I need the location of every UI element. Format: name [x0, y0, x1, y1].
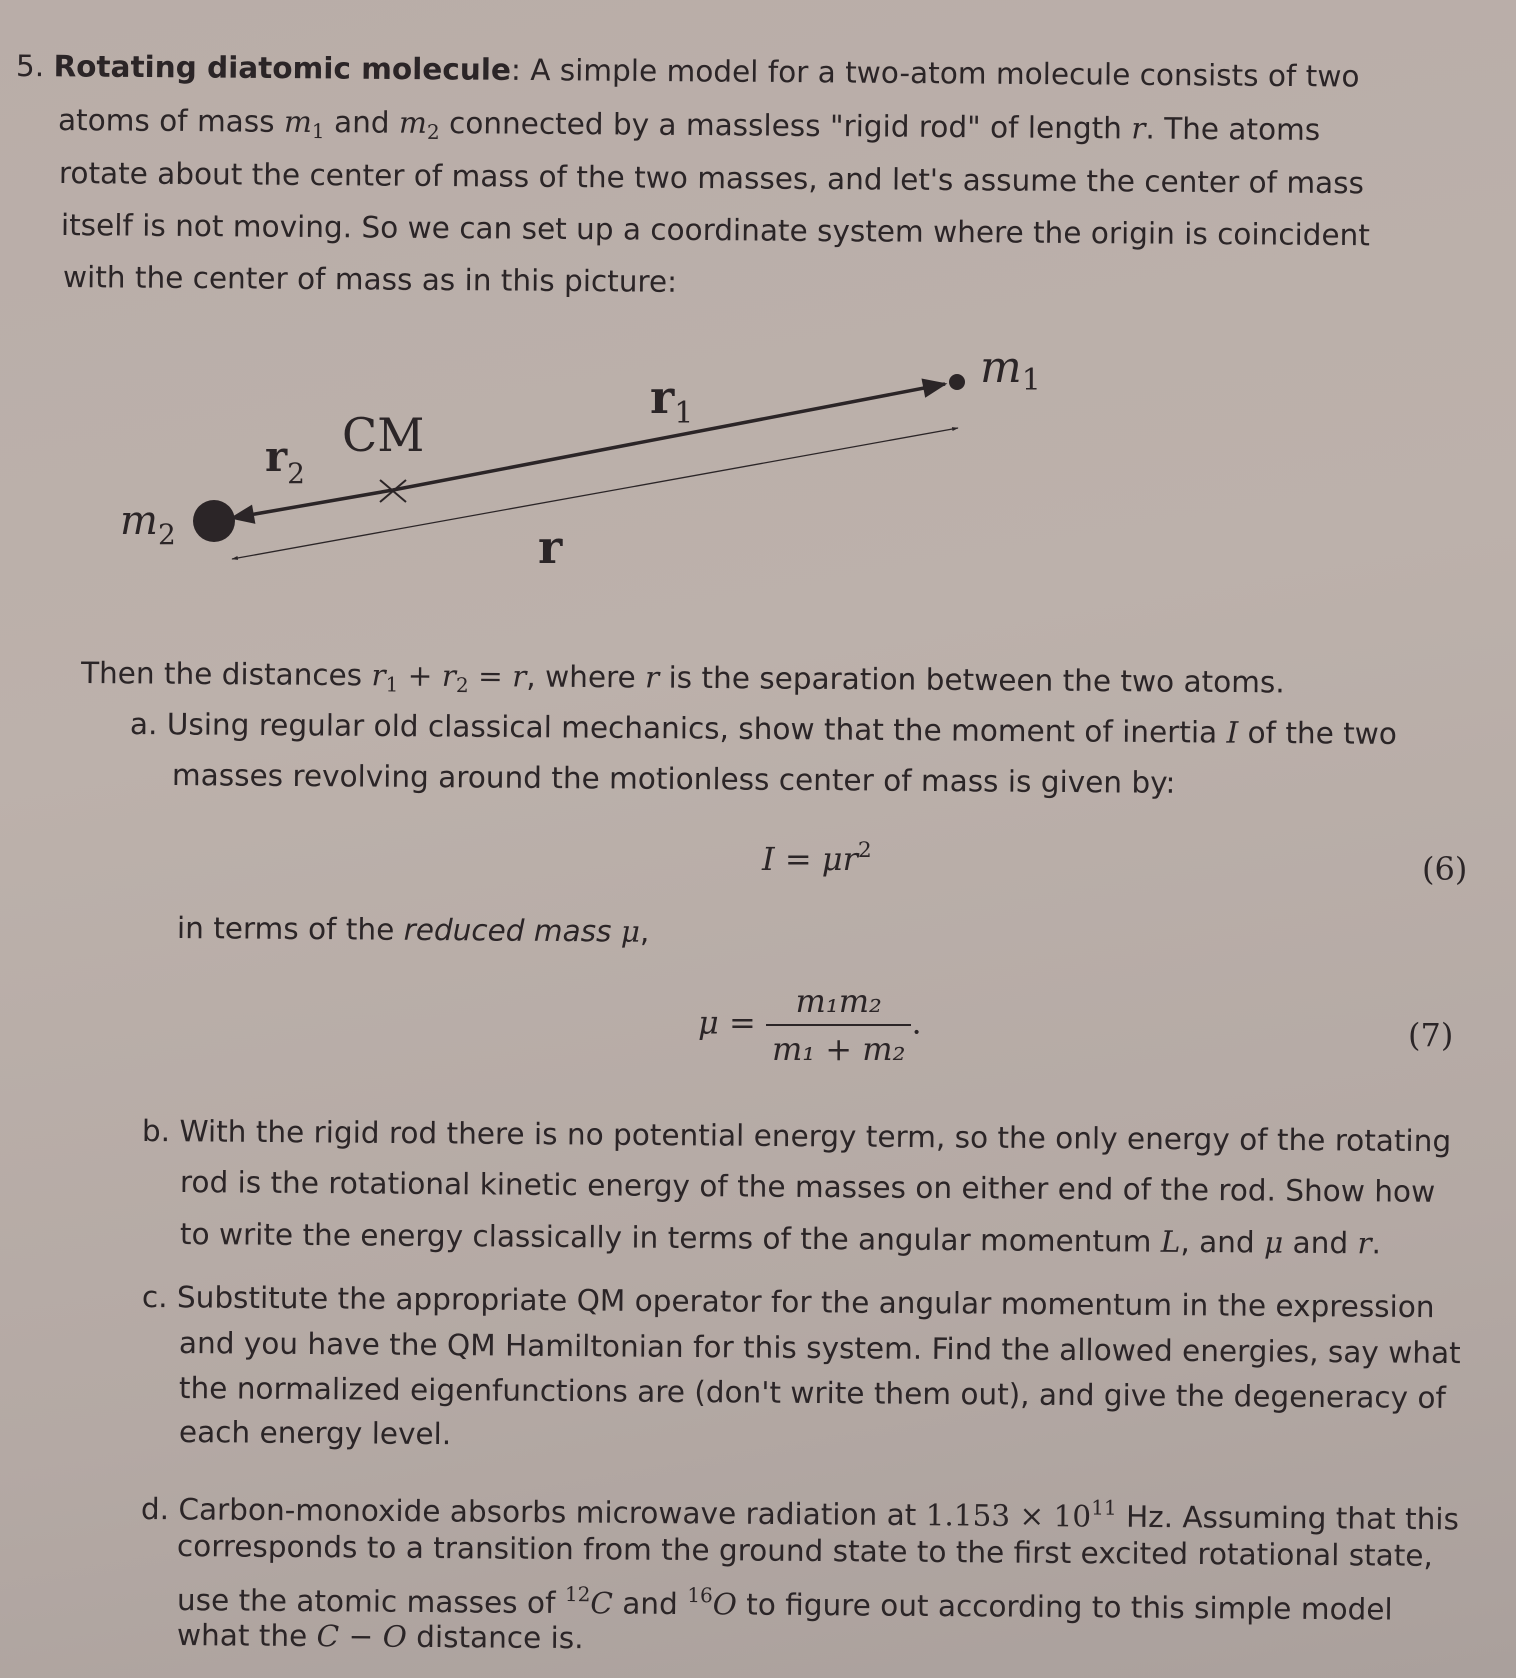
math-segment: μ [620, 914, 641, 949]
text-segment: . [1371, 1226, 1382, 1261]
math-segment: + [398, 658, 443, 693]
reduced-mass-fraction [766, 982, 912, 1068]
text-line [180, 1164, 1435, 1210]
eq7-numerator: m₁m₂ [766, 982, 912, 1026]
math-segment: = [468, 659, 513, 694]
equation-6 [762, 838, 872, 878]
text-segment [611, 914, 621, 948]
text-line [142, 1279, 1435, 1325]
eq7-denominator: m₁ + m₂ [771, 1030, 906, 1068]
eq6-exponent: 2 [857, 838, 872, 863]
math-segment: C [316, 1619, 340, 1654]
text-segment: distance is. [406, 1619, 584, 1656]
text-segment: 5. [15, 49, 54, 84]
text-line [142, 1113, 1451, 1159]
text-segment: , and [1180, 1224, 1265, 1260]
equation-7-number: (7) [1408, 1016, 1454, 1054]
text-segment: in terms of the [176, 911, 404, 947]
text-segment: a. Using regular old classical mechanics, show that the moment of inertia [129, 707, 1227, 750]
r2-letter: r [265, 432, 288, 481]
text-line [179, 1325, 1461, 1371]
m1-letter: m [980, 342, 1022, 393]
text-segment: : A simple model for a two-atom molecule consists of two [510, 52, 1360, 94]
text-segment: rod is the rotational kinetic energy of the masses on either end of the rod. Show how [179, 1165, 1436, 1209]
math-segment: 11 [1091, 1495, 1117, 1520]
eq6-lhs: I [762, 840, 775, 879]
eq7-lhs: μ [698, 1003, 719, 1042]
text-segment: is the separation between the two atoms. [659, 660, 1285, 700]
text-segment: of the two [1238, 715, 1398, 751]
text-segment: rotate about the center of mass of the two masses, and let's assume the center of mass [58, 156, 1365, 201]
math-segment: r [512, 659, 527, 694]
diagram-drawing [0, 0, 1516, 640]
m2-letter: m [120, 498, 158, 544]
text-line [177, 1617, 584, 1656]
text-segment: b. With the rigid rod there is no potential energy term, so the only energy of the rotating [141, 1114, 1452, 1159]
math-segment: r [1131, 111, 1146, 146]
text-segment: , [639, 914, 650, 949]
m1-subscript: 1 [1021, 363, 1041, 398]
text-segment: what the [176, 1618, 317, 1654]
math-segment: 2 [455, 672, 469, 698]
text-segment: . The atoms [1145, 111, 1321, 147]
text-line [81, 655, 1285, 709]
text-segment: atoms of mass [57, 103, 285, 139]
math-segment: r [1357, 1226, 1372, 1261]
text-line [179, 1414, 451, 1452]
label-r1 [650, 370, 693, 431]
equation-6-number: (6) [1422, 850, 1468, 888]
text-segment: , where [526, 659, 646, 695]
math-segment: 2 [426, 119, 440, 145]
eq6-r: r [842, 840, 858, 879]
math-segment: O [382, 1619, 408, 1654]
math-segment: m [398, 105, 428, 140]
text-segment: d. Carbon-monoxide absorbs microwave radiation at [140, 1492, 926, 1533]
text-segment: with the center of mass as in this picture: [62, 260, 678, 299]
math-segment: reduced mass [403, 912, 612, 949]
eq7-equals: = [718, 1003, 766, 1042]
math-segment: r [441, 658, 457, 693]
r1-subscript: 1 [674, 396, 694, 431]
label-cm: CM [342, 408, 425, 462]
text-segment: Then the distances [80, 656, 372, 693]
math-segment: 16 [687, 1583, 713, 1608]
text-line [179, 1370, 1446, 1416]
text-segment: each energy level. [178, 1415, 452, 1452]
text-segment: to figure out according to this simple model [736, 1587, 1393, 1627]
m2-subscript: 2 [157, 518, 176, 551]
text-segment: connected by a massless "rigid rod" of length [439, 105, 1132, 146]
math-segment: 1 [311, 119, 325, 144]
text-segment: and [324, 105, 400, 140]
text-line [177, 910, 650, 950]
label-r: r [538, 520, 563, 574]
math-segment: − [339, 1619, 383, 1654]
text-segment: c. Substitute the appropriate QM operator for the angular momentum in the expression [141, 1280, 1435, 1325]
math-segment: 12 [564, 1582, 591, 1607]
mass-m1-dot [949, 374, 965, 390]
text-segment: and [612, 1586, 688, 1622]
text-segment: and you have the QM Hamiltonian for this system. Find the allowed energies, say what [178, 1326, 1461, 1371]
label-r2 [265, 432, 305, 490]
r2-vector [232, 490, 393, 518]
math-segment: I [1226, 715, 1239, 750]
math-segment: 1 [385, 672, 399, 697]
math-segment: r [371, 658, 386, 693]
math-segment: C [590, 1586, 614, 1621]
r2-subscript: 2 [287, 457, 305, 490]
text-segment: itself is not moving. So we can set up a coordinate system where the origin is coincident [60, 208, 1371, 253]
math-segment: r [644, 660, 660, 695]
math-segment: O [712, 1587, 738, 1622]
eq6-equals: = [774, 840, 822, 879]
text-line [172, 757, 1176, 801]
eq6-mu: μ [821, 840, 843, 879]
separation-r-arrow [232, 428, 958, 559]
math-segment: 1.153 × 10 [925, 1498, 1092, 1534]
problem-title: Rotating diatomic molecule [53, 49, 512, 87]
text-segment: the normalized eigenfunctions are (don't write them out), and give the degeneracy of [178, 1371, 1446, 1415]
text-line [130, 706, 1397, 752]
text-segment: corresponds to a transition from the ground state to the first excited rotational state, [176, 1529, 1434, 1573]
r1-letter: r [650, 370, 675, 424]
text-segment: masses revolving around the motionless center of mass is given by: [171, 758, 1176, 800]
equation-7 [698, 982, 922, 1068]
label-m1 [980, 342, 1041, 398]
label-m2 [120, 498, 176, 551]
math-segment: L [1160, 1224, 1181, 1259]
math-segment: m [283, 104, 313, 139]
text-segment: to write the energy classically in terms of the angular momentum [179, 1217, 1161, 1259]
text-line [180, 1216, 1381, 1261]
text-segment: Hz. Assuming that this [1116, 1499, 1460, 1537]
eq7-period: . [911, 1003, 922, 1042]
text-segment: and [1283, 1225, 1358, 1261]
text-segment: use the atomic masses of [176, 1583, 565, 1621]
math-segment: μ [1263, 1225, 1284, 1260]
mass-m2-dot [193, 500, 235, 542]
